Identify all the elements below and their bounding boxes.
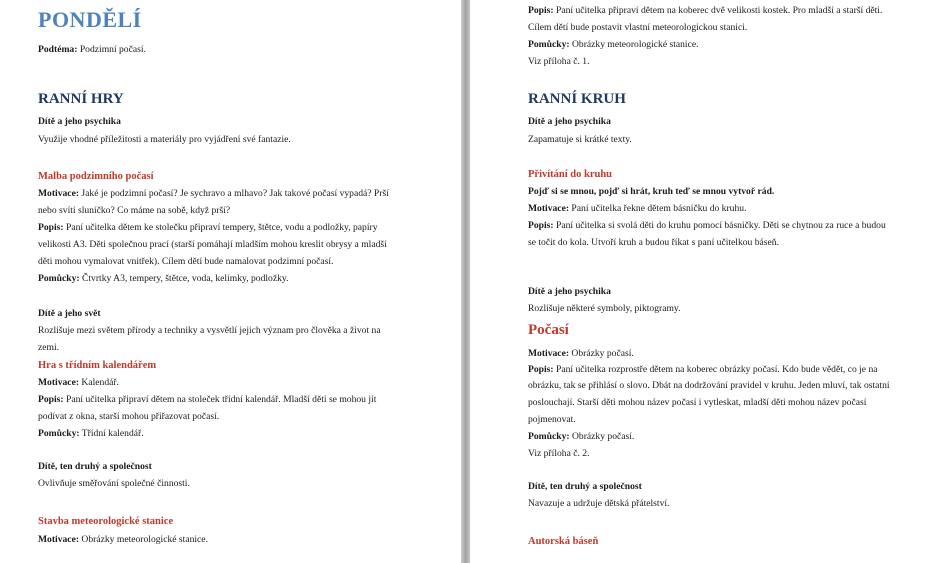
activity-title-hra: Hra s třídním kalendářem	[38, 360, 157, 371]
paragraph-line: Popis: Paní učitelka připraví dětem na stoleček třídní kalendář. Mladší děti se mohou jít	[38, 394, 377, 405]
paragraph-line: Popis: Paní učitelka připraví dětem na koberec dvě velikosti kostek. Pro mladší a starší děti.	[528, 5, 883, 16]
paragraph-line: Rozlišuje některé symboly, piktogramy.	[528, 303, 681, 314]
paragraph-line: Pomůcky: Obrázky meteorologické stanice.	[528, 39, 699, 50]
paragraph-line: Viz příloha č. 2.	[528, 448, 590, 459]
activity-title-autorska: Autorská báseň	[528, 536, 599, 547]
activity-title-malba: Malba podzimního počasí	[38, 171, 154, 182]
paragraph-line: Pomůcky: Čtvrtky A3, tempery, štětce, voda, kelímky, podložky.	[38, 273, 289, 284]
paragraph-line: Cílem dětí bude postavit vlastní meteorologickou stanici.	[528, 22, 748, 33]
subheading: Dítě a jeho psychika	[528, 286, 611, 297]
paragraph-line: Popis: Paní učitelka rozprostře dětem na koberec obrázky počasí. Kdo bude vědět, co je na	[528, 364, 878, 375]
subheading: Dítě a jeho psychika	[528, 116, 611, 127]
subtopic-line: Podtéma: Podzimní počasí.	[38, 44, 146, 55]
paragraph-line: Pomůcky: Obrázky počasí.	[528, 431, 635, 442]
day-title: PONDĚLÍ	[38, 7, 142, 32]
section-heading-ranni-kruh: RANNÍ KRUH	[528, 91, 626, 107]
paragraph-line: Motivace: Kalendář.	[38, 377, 119, 388]
paragraph-line: Popis: Paní učitelka dětem ke stolečku připraví tempery, štětce, vodu a podložky, papíry	[38, 222, 378, 233]
paragraph-line: Motivace: Obrázky počasí.	[528, 348, 634, 359]
paragraph-line: velikosti A3. Děti společnou prací (starší pomáhají mladším mohou kreslit obrysy a mladší	[38, 239, 387, 250]
activity-title-privitani: Přivítání do kruhu	[528, 169, 613, 180]
page-gutter	[461, 0, 470, 563]
paragraph-line: obrázku, tak se přihlásí o slovo. Dbát na dodržování pravidel v kruhu. Jeden mluví, tak ostatní	[528, 380, 890, 391]
subheading: Dítě, ten druhý a společnost	[528, 481, 642, 492]
paragraph-line: Viz příloha č. 1.	[528, 56, 590, 67]
paragraph-line: Motivace: Obrázky meteorologické stanice.	[38, 534, 208, 545]
document-page-left	[0, 0, 461, 563]
paragraph-line: Využije vhodné příležitosti a materiály pro vyjádření své fantazie.	[38, 134, 291, 145]
paragraph-line: Zapamatuje si krátké texty.	[528, 134, 632, 145]
document-page-right	[470, 0, 928, 563]
subheading: Dítě a jeho psychika	[38, 116, 121, 127]
section-heading-ranni-hry: RANNÍ HRY	[38, 91, 124, 107]
paragraph-line: Rozlišuje mezi světem přírody a techniky a vysvětlí jejich význam pro člověka a život na	[38, 325, 381, 336]
subheading: Dítě, ten druhý a společnost	[38, 461, 152, 472]
paragraph-line: Navazuje a udržuje dětská přátelství.	[528, 498, 670, 509]
paragraph-line: Motivace: Jaké je podzimní počasí? Je sychravo a mlhavo? Jak takové počasí vypadá? Prší	[38, 188, 389, 199]
paragraph-line: podívat z okna, starší mohou přiřazovat počasí.	[38, 411, 220, 422]
paragraph-line: poslouchají. Starší děti mohou název počasí i vytleskat, mladší děti mohou název počasí	[528, 397, 867, 408]
activity-title-stavba: Stavba meteorologické stanice	[38, 516, 174, 527]
paragraph-line: zemi.	[38, 342, 60, 353]
paragraph-line: Motivace: Paní učitelka řekne dětem básničku do kruhu.	[528, 203, 747, 214]
subheading: Dítě a jeho svět	[38, 308, 101, 319]
paragraph-line: Pomůcky: Třídní kalendář.	[38, 428, 144, 439]
verse-line: Pojď si se mnou, pojď si hrát, kruh teď se mnou vytvoř rád.	[528, 186, 775, 197]
paragraph-line: Ovlivňuje směřování společné činnosti.	[38, 478, 190, 489]
paragraph-line: pojmenovat.	[528, 414, 576, 425]
activity-title-pocasi: Počasí	[528, 322, 569, 338]
paragraph-line: Popis: Paní učitelka si svolá děti do kruhu pomocí básničky. Děti se chytnou za ruce a budou	[528, 220, 886, 231]
paragraph-line: se točit do kola. Utvoří kruh a budou říkat s paní učitelkou báseň.	[528, 237, 779, 248]
paragraph-line: nebo svítí sluníčko? Co máme na sobě, když prší?	[38, 205, 231, 216]
paragraph-line: děti mohou vymalovat vnitřek). Cílem dětí bude namalovat podzimní počasí.	[38, 256, 334, 267]
